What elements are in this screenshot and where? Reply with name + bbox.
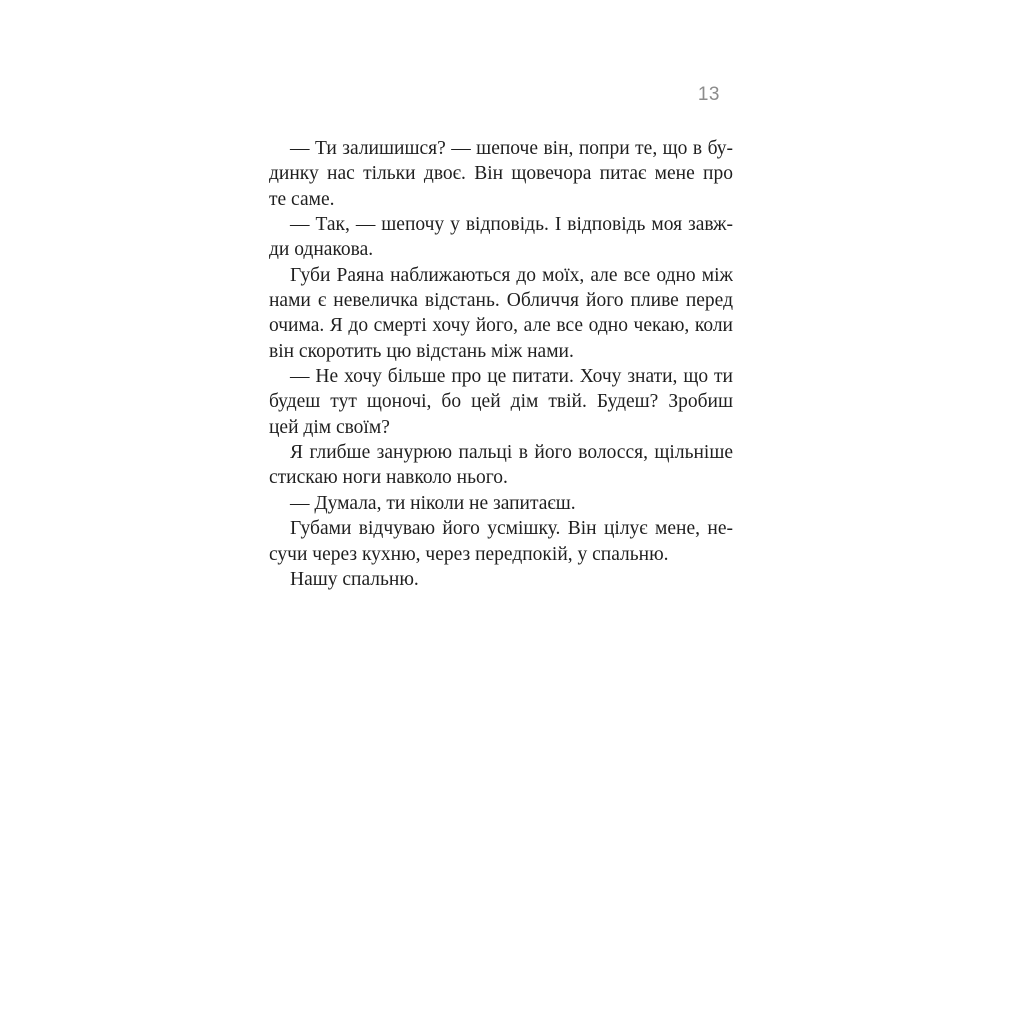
text-line: динку нас тільки двоє. Він щовечора питає мене про — [269, 163, 733, 185]
text-line: він скоротить цю відстань між нами. — [269, 340, 574, 362]
paragraph — [269, 491, 733, 516]
text-line: Нашу спальню. — [290, 568, 419, 590]
text-line: будеш тут щоночі, бо цей дім твій. Будеш? Зробиш — [269, 391, 733, 413]
text-line: очима. Я до смерті хочу його, але все одно чекаю, коли — [269, 315, 733, 337]
text-line: — Ти залишишся? — шепоче він, попри те, що в бу- — [290, 138, 733, 159]
text-line: те саме. — [269, 188, 335, 210]
text-line: Губи Раяна наближаються до моїх, але все одно між — [290, 264, 733, 286]
paragraph — [269, 263, 733, 364]
text-line: — Так, — шепочу у відповідь. І відповідь моя завж- — [290, 214, 733, 236]
text-line: стискаю ноги навколо нього. — [269, 467, 508, 489]
text-line: — Не хочу більше про це питати. Хочу знати, що ти — [290, 366, 733, 388]
text-line: Губами відчуваю його усмішку. Він цілує мене, не- — [290, 518, 733, 540]
text-line: Я глибше занурюю пальці в його волосся, щільніше — [290, 442, 733, 464]
paragraph — [269, 516, 733, 567]
text-column — [269, 136, 733, 592]
paragraph — [269, 440, 733, 491]
text-line: ди однакова. — [269, 239, 374, 261]
page-number: 13 — [697, 84, 720, 105]
text-line: нами є невеличка відстань. Обличчя його пливе перед — [269, 290, 733, 312]
paragraph — [269, 136, 733, 212]
text-line: — Думала, ти ніколи не запитаєш. — [290, 492, 576, 514]
paragraph — [269, 212, 733, 263]
text-line: цей дім своїм? — [269, 416, 390, 438]
text-line: сучи через кухню, через передпокій, у спальню. — [269, 543, 669, 565]
paragraph — [269, 567, 733, 592]
paragraph — [269, 364, 733, 440]
